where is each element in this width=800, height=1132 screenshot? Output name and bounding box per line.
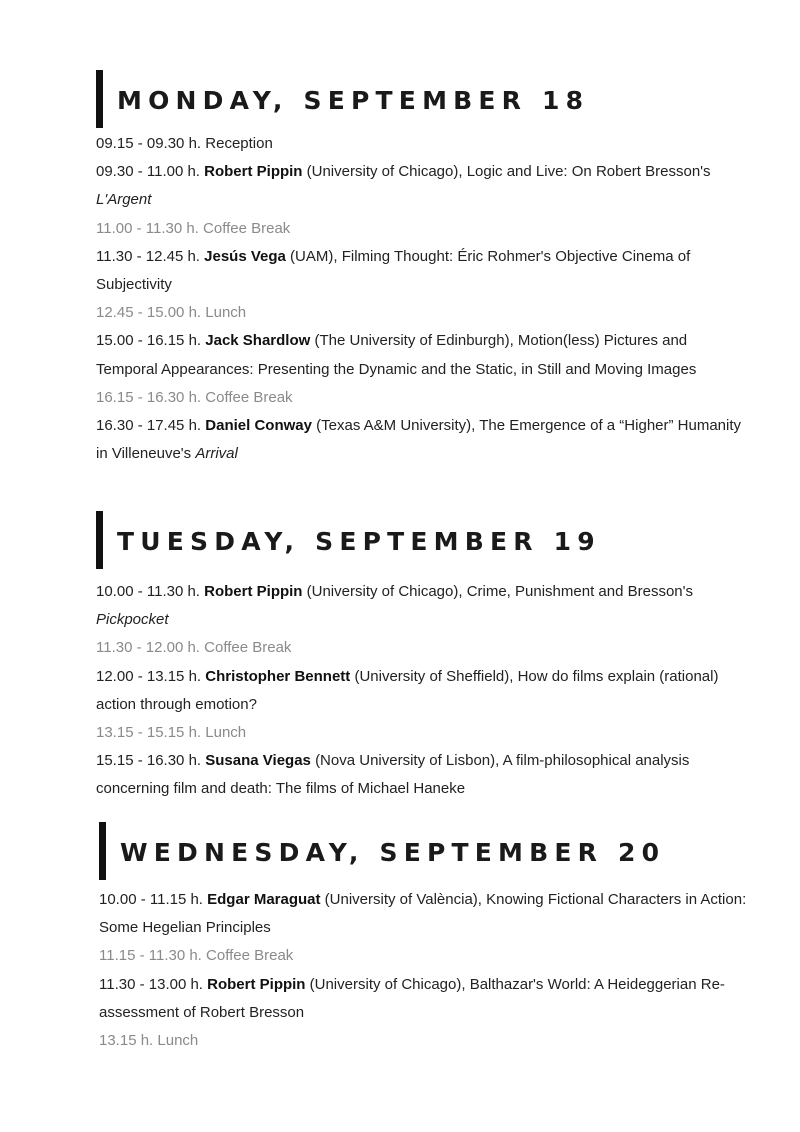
break-entry: 16.15 - 16.30 h. Coffee Break	[96, 388, 293, 406]
speaker-name: Jesús Vega	[204, 247, 286, 265]
day-title: TUESDAY, SEPTEMBER 19	[117, 527, 601, 556]
speaker-name: Robert Pippin	[204, 583, 303, 600]
speaker-name: Jack Shardlow	[205, 332, 311, 350]
schedule-wednesday	[99, 886, 750, 1055]
break-entry: 12.45 - 15.00 h. Lunch	[96, 304, 247, 322]
speaker-name: Susana Viegas	[205, 752, 311, 770]
break-entry: 11.30 - 12.00 h. Coffee Break	[96, 639, 292, 657]
day-marker-bar	[96, 511, 103, 569]
film-title: Arrival	[195, 445, 238, 463]
schedule-entry: 10.00 - 11.30 h. Robert Pippin (University of Chicago), Crime, Punishment and Bresson's Pickpocket	[96, 583, 693, 629]
speaker-name: Christopher Bennett	[205, 667, 351, 685]
speaker-name: Daniel Conway	[205, 417, 312, 435]
schedule-monday	[96, 130, 750, 468]
break-entry: 11.00 - 11.30 h. Coffee Break	[96, 219, 291, 237]
break-entry: 11.15 - 11.30 h. Coffee Break	[99, 947, 294, 965]
film-title: L'Argent	[96, 191, 152, 209]
schedule-entry: 11.30 - 12.45 h. Jesús Vega (UAM), Filming Thought: Éric Rohmer's Objective Cinema of Subjectivity	[96, 247, 691, 294]
break-entry: 13.15 - 15.15 h. Lunch	[96, 724, 247, 742]
day-title: MONDAY, SEPTEMBER 18	[117, 86, 590, 115]
schedule-entry: 11.30 - 13.00 h. Robert Pippin (University of Chicago), Balthazar's World: A Heideggerian Re-assessment of Robert Bresson	[99, 975, 725, 1021]
day-title: WEDNESDAY, SEPTEMBER 20	[120, 838, 666, 867]
schedule-entry: 16.30 - 17.45 h. Daniel Conway (Texas A&M University), The Emergence of a “Higher” Humanity in Villeneuve's Arrival	[96, 417, 742, 463]
schedule-entry: 09.15 - 09.30 h. Reception	[96, 135, 273, 152]
schedule-entry: 09.30 - 11.00 h. Robert Pippin (University of Chicago), Logic and Live: On Robert Bresson's L'Argent	[96, 163, 711, 209]
schedule-tuesday	[96, 578, 750, 804]
day-marker-bar	[99, 822, 106, 880]
speaker-name: Edgar Maraguat	[207, 891, 321, 908]
schedule-entry: 15.15 - 16.30 h. Susana Viegas (Nova University of Lisbon), A film-philosophical analysis concerning film and death: The films of Michael Haneke	[96, 752, 690, 798]
speaker-name: Robert Pippin	[204, 163, 303, 181]
break-entry: 13.15 h. Lunch	[99, 1032, 199, 1050]
schedule-entry: 10.00 - 11.15 h. Edgar Maraguat (University of València), Knowing Fictional Characters in Action: Some Hegelian Principles	[99, 891, 747, 937]
speaker-name: Robert Pippin	[207, 975, 306, 993]
schedule-entry: 15.00 - 16.15 h. Jack Shardlow (The University of Edinburgh), Motion(less) Pictures and Temporal Appearances: Presenting the Dynamic and the Static, in Still and Moving Images	[96, 332, 697, 378]
film-title: Pickpocket	[96, 611, 169, 629]
day-marker-bar	[96, 70, 103, 128]
schedule-entry: 12.00 - 13.15 h. Christopher Bennett (University of Sheffield), How do films explain (rational) action through emotion?	[96, 667, 719, 713]
